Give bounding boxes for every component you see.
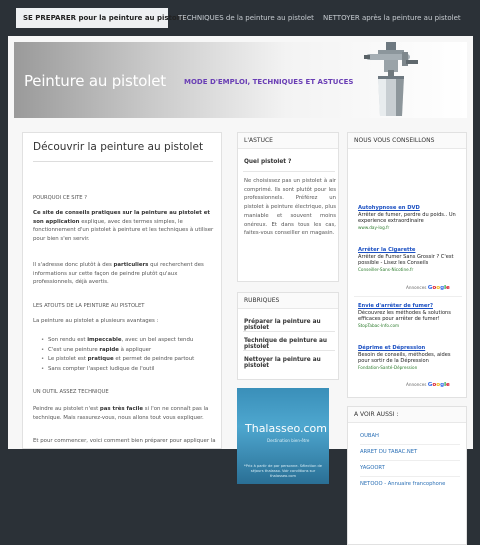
voir-item-netooo[interactable]	[360, 481, 445, 487]
tab-nettoyer[interactable]: NETTOYER après la peinture au pistolet	[323, 14, 461, 22]
paragraph-avantages: La peinture au pistolet a plusieurs avantages :	[33, 318, 159, 324]
list-item	[41, 365, 217, 375]
advantages-list	[41, 336, 217, 374]
ad-title-link[interactable]: Autohypnose en DVD	[358, 205, 420, 211]
rubrique-divider	[243, 331, 335, 332]
ad-item[interactable]	[358, 205, 456, 231]
ad-text: Découvrez les méthodes & solutions efficaces pour arrêter de fumer!	[358, 310, 451, 323]
rubriques-header: RUBRIQUES	[238, 293, 338, 309]
site-title[interactable]: Peinture au pistolet	[24, 72, 166, 90]
ad-title-link[interactable]: Envie d'arrêter de fumer?	[358, 303, 433, 309]
ad-title-link[interactable]: Déprime et Dépression	[358, 345, 426, 351]
ad-url[interactable]: Conseiller-Sans-Nicotine.fr	[358, 266, 414, 272]
ad-url[interactable]: Fondation-Santé-Dépression	[358, 364, 418, 370]
rubrique-item-technique[interactable]: Technique de peinture au pistolet	[244, 338, 328, 350]
section-title-atouts: LES ATOUTS DE LA PEINTURE AU PISTOLET	[33, 303, 145, 309]
paragraph-technique	[33, 405, 217, 422]
tab-se-preparer[interactable]: SE PREPARER pour la peinture au pistolet	[16, 8, 168, 28]
page-title: Découvrir la peinture au pistolet	[33, 141, 204, 153]
voir-divider	[360, 476, 460, 477]
spray-gun-image	[364, 42, 424, 118]
ad-item[interactable]	[358, 247, 456, 273]
list-item-text: , avec un bel aspect tendu	[121, 337, 194, 343]
rubrique-item-preparer[interactable]: Préparer la peinture au pistolet	[244, 319, 321, 331]
google-logo-icon: Google	[427, 382, 450, 388]
list-item	[41, 336, 217, 346]
paragraph-audience	[33, 261, 217, 287]
section-title-pourquoi: POURQUOI CE SITE ?	[33, 195, 87, 201]
conseils-box	[347, 132, 467, 398]
voir-item-suffix: - Annuaire francophone	[382, 481, 446, 487]
conseils-header: NOUS VOUS CONSEILLONS	[348, 133, 466, 149]
ad-subtitle: Destination bien-être	[267, 438, 310, 443]
intro-bold: Ce site de conseils pratiques sur la peinture au pistolet et son application	[33, 210, 210, 225]
top-navigation	[0, 0, 480, 36]
voir-aussi-header: A VOIR AUSSI :	[348, 407, 466, 423]
voir-item-label: NETOOO	[360, 481, 383, 487]
ad-caption: *Prix à partir de par personne. Sélection de séjours thalasso. Voir conditions sur thalasseo.com	[243, 464, 322, 478]
audience-text-2: qui recherchent des informations sur cette façon de peindre plutôt qu'aux professionnels, déjà avertis.	[33, 262, 204, 286]
astuce-text: Ne choisissez pas un pistolet à air comprimé. Ils sont plutôt pour les professionnels. Préférez un pistolet à peinture électrique, plus maniable et souvent moins onéreux. Et dans tous les cas, faites-vous conseiller en magasin.	[244, 178, 336, 237]
list-item-text: Sans compter l'aspect ludique de l'outil	[48, 365, 155, 372]
ads-divider	[354, 296, 462, 297]
adchoices-label[interactable]	[406, 382, 450, 388]
paragraph-intro	[33, 209, 217, 243]
rubrique-item-nettoyer[interactable]: Nettoyer la peinture au pistolet	[244, 357, 321, 369]
list-item-text: Le pistolet est	[48, 356, 88, 363]
list-item-text: à appliquer	[118, 346, 152, 353]
voir-item-oubah[interactable]: OUBAH	[360, 433, 379, 439]
technique-bold: pas très facile	[99, 406, 143, 412]
page-wrapper	[8, 36, 473, 487]
rubriques-box	[237, 292, 339, 380]
astuce-divider	[243, 171, 335, 172]
voir-divider	[360, 444, 460, 445]
astuce-box	[237, 132, 339, 282]
google-logo-icon: Google	[427, 285, 450, 291]
tab-techniques[interactable]: TECHNIQUES de la peinture au pistolet	[178, 14, 314, 22]
title-divider	[33, 161, 213, 162]
list-item-bold: impeccable	[87, 337, 122, 343]
list-item	[41, 355, 217, 365]
ad-title-link[interactable]: Arrêter la Cigarette	[358, 247, 416, 253]
list-item-text: Son rendu est	[48, 337, 88, 343]
technique-text-1: Peindre au pistolet n'est	[33, 406, 100, 412]
list-item-bold: pratique	[87, 356, 114, 363]
rubrique-divider	[243, 350, 335, 351]
voir-aussi-box	[347, 406, 467, 545]
ad-url[interactable]: StopTabac-Info.com	[358, 322, 400, 328]
ad-text: Arrêter de fumer, perdre du poids.. Un experience extraordinaire	[358, 212, 456, 225]
main-content	[22, 132, 222, 449]
ad-text: Arrêter de Fumer Sans Grossir ? C'est possible - Lisez les Conseils	[358, 254, 454, 267]
ad-item[interactable]	[358, 345, 456, 371]
paragraph-commencer: Et pour commencer, voici comment bien préparer pour appliquer la	[33, 438, 216, 444]
annonces-label: Annonces	[406, 382, 427, 387]
ad-text: Besoin de conseils, méthodes, aides pour sortir de la Dépression	[358, 352, 451, 365]
section-title-outil: UN OUTIL ASSEZ TECHNIQUE	[33, 389, 109, 395]
ad-item[interactable]	[358, 303, 456, 329]
voir-item-yagoort[interactable]: YAGOORT	[360, 465, 385, 471]
adchoices-label[interactable]	[406, 285, 450, 291]
audience-bold: particuliers	[113, 262, 149, 268]
ad-url[interactable]: www.day-log.fr	[358, 224, 390, 230]
list-item-text: et permet de peindre partout	[113, 356, 195, 363]
astuce-header: L'ASTUCE	[238, 133, 338, 149]
list-item	[41, 346, 217, 356]
intro-text: explique, avec des termes simples, le fonctionnement d'un pistolet à peinture et les techniques à utiliser pour bien s'en servir.	[33, 218, 214, 242]
voir-item-arret-tabac[interactable]: ARRET DU TABAC.NET	[360, 449, 418, 455]
site-tagline: MODE D'EMPLOI, TECHNIQUES ET ASTUCES	[184, 78, 354, 86]
list-item-bold: rapide	[99, 346, 119, 353]
audience-text-1: Il s'adresse donc plutôt à des	[33, 262, 114, 268]
ad-brand: Thalasseo.com	[245, 422, 327, 435]
voir-divider	[360, 460, 460, 461]
list-item-text: C'est une peinture	[48, 346, 100, 353]
technique-text-2: si l'on ne connaît pas la technique. Mais rassurez-vous, nous allons tout vous expliquer.	[33, 406, 209, 421]
header-banner	[14, 42, 467, 118]
annonces-label: Annonces	[406, 285, 427, 290]
astuce-link[interactable]: Quel pistolet ?	[244, 159, 292, 165]
thalasseo-banner-ad[interactable]	[237, 388, 329, 484]
